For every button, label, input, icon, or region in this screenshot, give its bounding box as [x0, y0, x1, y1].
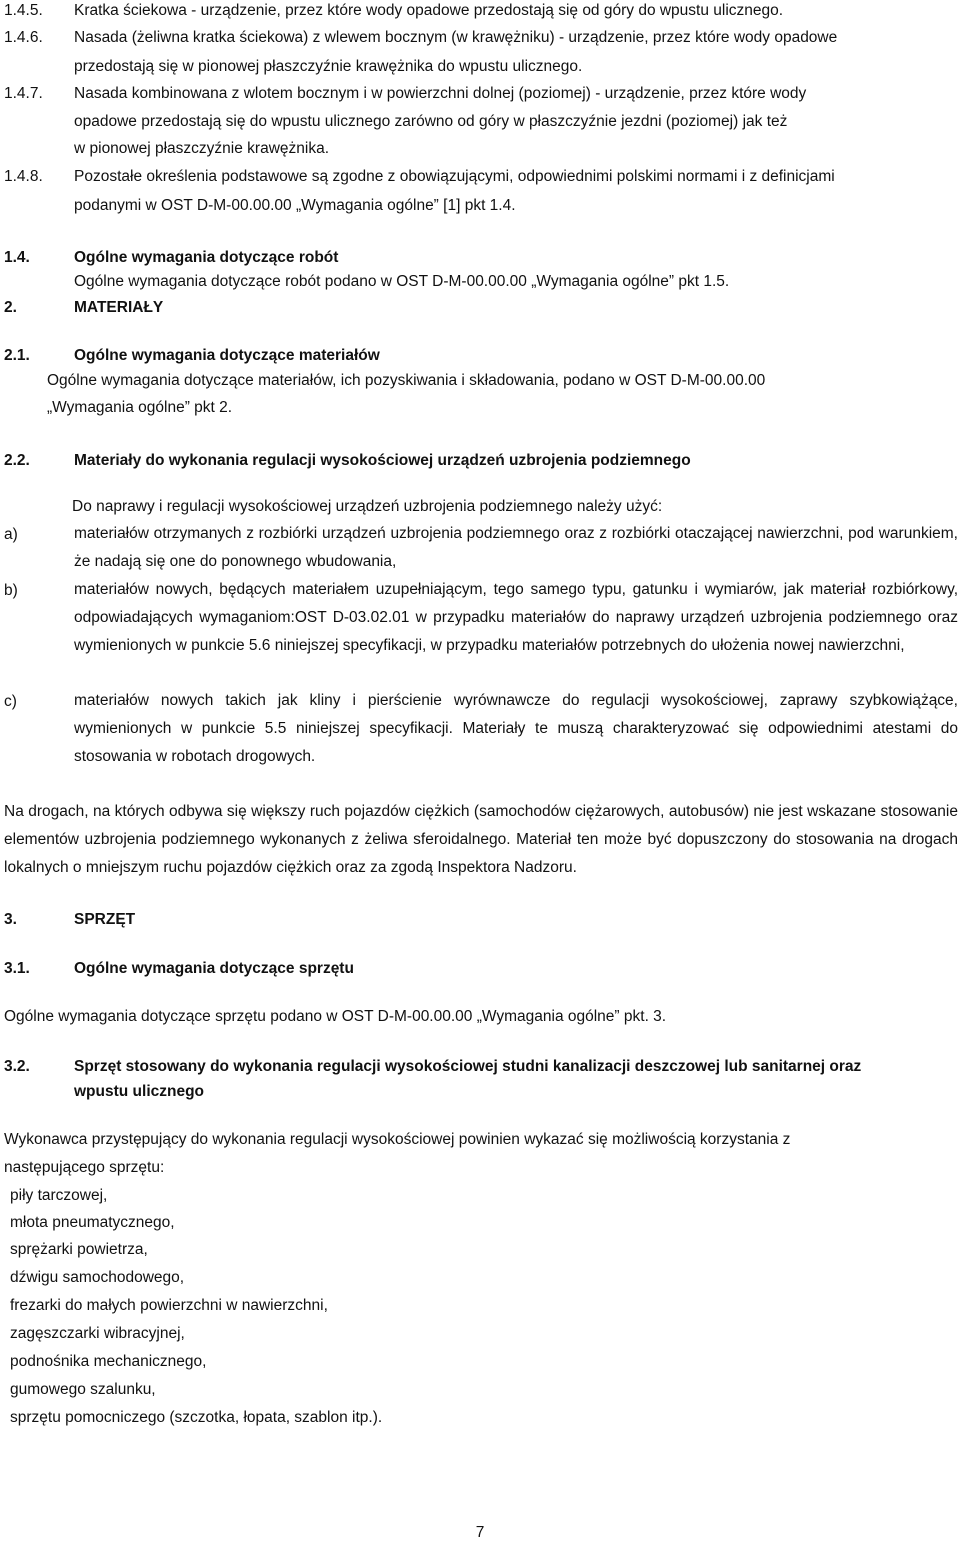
section-heading: Materiały do wykonania regulacji wysokościowej urządzeń uzbrojenia podziemnego: [74, 452, 691, 469]
section-body: Ogólne wymagania dotyczące robót podano w OST D-M-00.00.00 „Wymagania ogólne” pkt 1.5.: [74, 273, 730, 290]
definition-text: przedostają się w pionowej płaszczyźnie krawężnika do wpustu ulicznego.: [74, 58, 583, 75]
section-heading: Ogólne wymagania dotyczące robót: [74, 249, 339, 266]
note-paragraph: Na drogach, na których odbywa się większy ruch pojazdów ciężkich (samochodów ciężarowych, autobusów) nie jest wskazane stosowanie elementów uzbrojenia podziemnego wykonanych z żeliwa sferoidalnego. Materiał ten może być dopuszczony do stosowania na drogach lokalnych o mniejszym ruchu pojazdów ciężkich oraz za zgodą Inspektora Nadzoru.: [4, 803, 958, 876]
section-heading: Sprzęt stosowany do wykonania regulacji wysokościowej studni kanalizacji deszczowej lub sanitarnej oraz: [74, 1058, 862, 1075]
definition-text: Nasada kombinowana z wlotem bocznym i w powierzchni dolnej (poziomej) - urządzenie, przez które wody: [74, 85, 807, 102]
list-item-text: materiałów nowych, będących materiałem uzupełniającym, tego samego typu, gatunku i wymiarów, jak materiał rozbiórkowy, odpowiadających wymaganiom:OST D-03.02.01 w przypadku materiałów do naprawy urządzeń uzbrojenia podziemnego oraz wymienionych w punkcie 5.6 niniejszej specyfikacji, w przypadku materiałów potrzebnych do ułożenia nowej nawierzchni,: [74, 581, 958, 654]
list-item-text: materiałów nowych takich jak kliny i pierścienie wyrównawcze do regulacji wysokościowej, zaprawy szybkowiążące, wymienionych w punkcie 5.5 niniejszej specyfikacji. Materiały te muszą charakteryzować się odpowiednimi atestami do stosowania w robotach drogowych.: [74, 692, 958, 765]
equipment-item: piły tarczowej,: [10, 1187, 108, 1204]
item-number: 1.4.6.: [4, 29, 43, 46]
equipment-item: sprężarki powietrza,: [10, 1241, 148, 1258]
page-number: 7: [475, 1524, 485, 1541]
section-number: 2.1.: [4, 347, 30, 364]
section-number: 3.1.: [4, 960, 30, 977]
definition-text: w pionowej płaszczyźnie krawężnika.: [74, 140, 330, 157]
list-label: c): [4, 693, 17, 710]
section-heading: Ogólne wymagania dotyczące sprzętu: [74, 960, 354, 977]
definition-text: Kratka ściekowa - urządzenie, przez które wody opadowe przedostają się od góry do wpustu ulicznego.: [74, 2, 784, 19]
section-number: 2.: [4, 299, 17, 316]
section-number: 1.4.: [4, 249, 30, 266]
definition-text: Pozostałe określenia podstawowe są zgodne z obowiązującymi, odpowiednimi polskimi normami i z definicjami: [74, 168, 835, 185]
item-number: 1.4.5.: [4, 2, 43, 19]
section-heading: MATERIAŁY: [74, 299, 164, 316]
section-body: „Wymagania ogólne” pkt 2.: [47, 399, 233, 416]
section-intro: Do naprawy i regulacji wysokościowej urządzeń uzbrojenia podziemnego należy użyć:: [72, 498, 663, 515]
section-body: Ogólne wymagania dotyczące sprzętu podano w OST D-M-00.00.00 „Wymagania ogólne” pkt. 3.: [4, 1008, 667, 1025]
section-heading: Ogólne wymagania dotyczące materiałów: [74, 347, 380, 364]
section-heading: SPRZĘT: [74, 911, 136, 928]
section-intro: Wykonawca przystępujący do wykonania regulacji wysokościowej powinien wykazać się możliwością korzystania z: [4, 1131, 791, 1148]
list-label: b): [4, 582, 18, 599]
equipment-item: gumowego szalunku,: [10, 1381, 156, 1398]
section-heading: wpustu ulicznego: [74, 1083, 205, 1100]
equipment-item: podnośnika mechanicznego,: [10, 1353, 207, 1370]
definition-text: podanymi w OST D-M-00.00.00 „Wymagania ogólne” [1] pkt 1.4.: [74, 197, 516, 214]
item-number: 1.4.8.: [4, 168, 43, 185]
equipment-item: dźwigu samochodowego,: [10, 1269, 185, 1286]
section-body: Ogólne wymagania dotyczące materiałów, ich pozyskiwania i składowania, podano w OST D-M-00.00.00: [47, 372, 766, 389]
item-number: 1.4.7.: [4, 85, 43, 102]
section-number: 3.: [4, 911, 17, 928]
list-item-text: materiałów otrzymanych z rozbiórki urządzeń uzbrojenia podziemnego oraz z rozbiórki otaczającej nawierzchni, pod warunkiem, że nadają się one do ponownego wbudowania,: [74, 525, 958, 570]
section-intro: następującego sprzętu:: [4, 1159, 165, 1176]
equipment-item: młota pneumatycznego,: [10, 1214, 175, 1231]
definition-text: opadowe przedostają się do wpustu ulicznego zarówno od góry w płaszczyźnie jezdni (poziomej) jak też: [74, 113, 788, 130]
equipment-item: sprzętu pomocniczego (szczotka, łopata, szablon itp.).: [10, 1409, 383, 1426]
list-label: a): [4, 526, 18, 543]
definition-text: Nasada (żeliwna kratka ściekowa) z wlewem bocznym (w krawężniku) - urządzenie, przez które wody opadowe: [74, 29, 838, 46]
equipment-item: frezarki do małych powierzchni w nawierzchni,: [10, 1297, 328, 1314]
section-number: 3.2.: [4, 1058, 30, 1075]
equipment-item: zagęszczarki wibracyjnej,: [10, 1325, 185, 1342]
section-number: 2.2.: [4, 452, 30, 469]
